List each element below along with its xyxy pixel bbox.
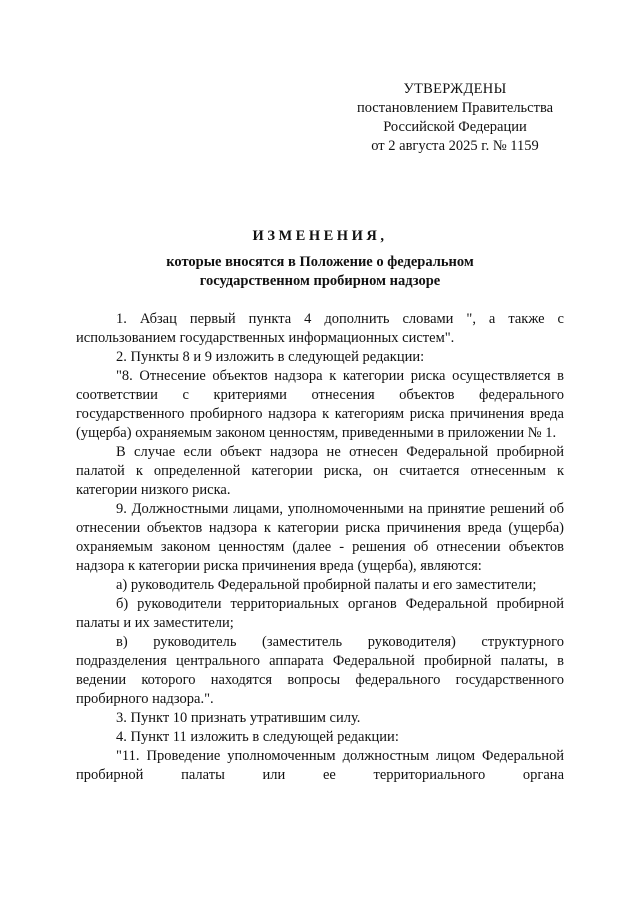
approval-line-2: Российской Федерации: [383, 119, 527, 135]
heading-subtitle-line-2: государственном пробирном надзоре: [199, 273, 441, 289]
paragraph-6: а) руководитель Федеральной пробирной палаты и его заместители;: [116, 577, 537, 593]
approval-block: [330, 80, 580, 156]
approval-line-3: от 2 августа 2025 г. № 1159: [371, 138, 539, 154]
document-body: [76, 310, 564, 785]
paragraph-9: 3. Пункт 10 признать утратившим силу.: [116, 710, 361, 726]
paragraph-4: В случае если объект надзора не отнесен Федеральной пробирной палатой к определенной категории риска, он считается отнесенным к категории низкого риска.: [76, 444, 564, 498]
paragraph-8: в) руководитель (заместитель руководителя) структурного подразделения центрального аппарата Федеральной пробирной палаты, в ведении которого находятся вопросы федерального государственного пробирного надзора.".: [76, 634, 564, 707]
paragraph-3: "8. Отнесение объектов надзора к категории риска осуществляется в соответствии с критериями отнесения объектов федерального государственного пробирного надзора к категориям риска причинения вреда (ущерба) охраняемым законом ценностям, приведенными в приложении № 1.: [76, 368, 564, 441]
heading-subtitle-line-1: которые вносятся в Положение о федеральном: [166, 254, 474, 270]
paragraph-10: 4. Пункт 11 изложить в следующей редакции:: [116, 729, 399, 745]
paragraph-1: 1. Абзац первый пункта 4 дополнить словами ", а также с использованием государственных информационных систем".: [76, 311, 564, 346]
approval-line-1: постановлением Правительства: [356, 100, 554, 116]
paragraph-7: б) руководители территориальных органов Федеральной пробирной палаты и их заместители;: [76, 596, 564, 631]
paragraph-5: 9. Должностными лицами, уполномоченными на принятие решений об отнесении объектов надзора к категории риска причинения вреда (ущерба) охраняемым законом ценностям (далее - решения об отнесении объектов надзора к категории риска причинения вреда (ущерба), являются:: [76, 501, 564, 574]
paragraph-11: "11. Проведение уполномоченным должностным лицом Федеральной пробирной палаты или ее территориального органа: [76, 748, 564, 783]
document-heading: [60, 227, 580, 291]
heading-title: ИЗМЕНЕНИЯ,: [252, 228, 388, 244]
paragraph-2: 2. Пункты 8 и 9 изложить в следующей редакции:: [116, 349, 425, 365]
approval-title: УТВЕРЖДЕНЫ: [403, 81, 507, 97]
